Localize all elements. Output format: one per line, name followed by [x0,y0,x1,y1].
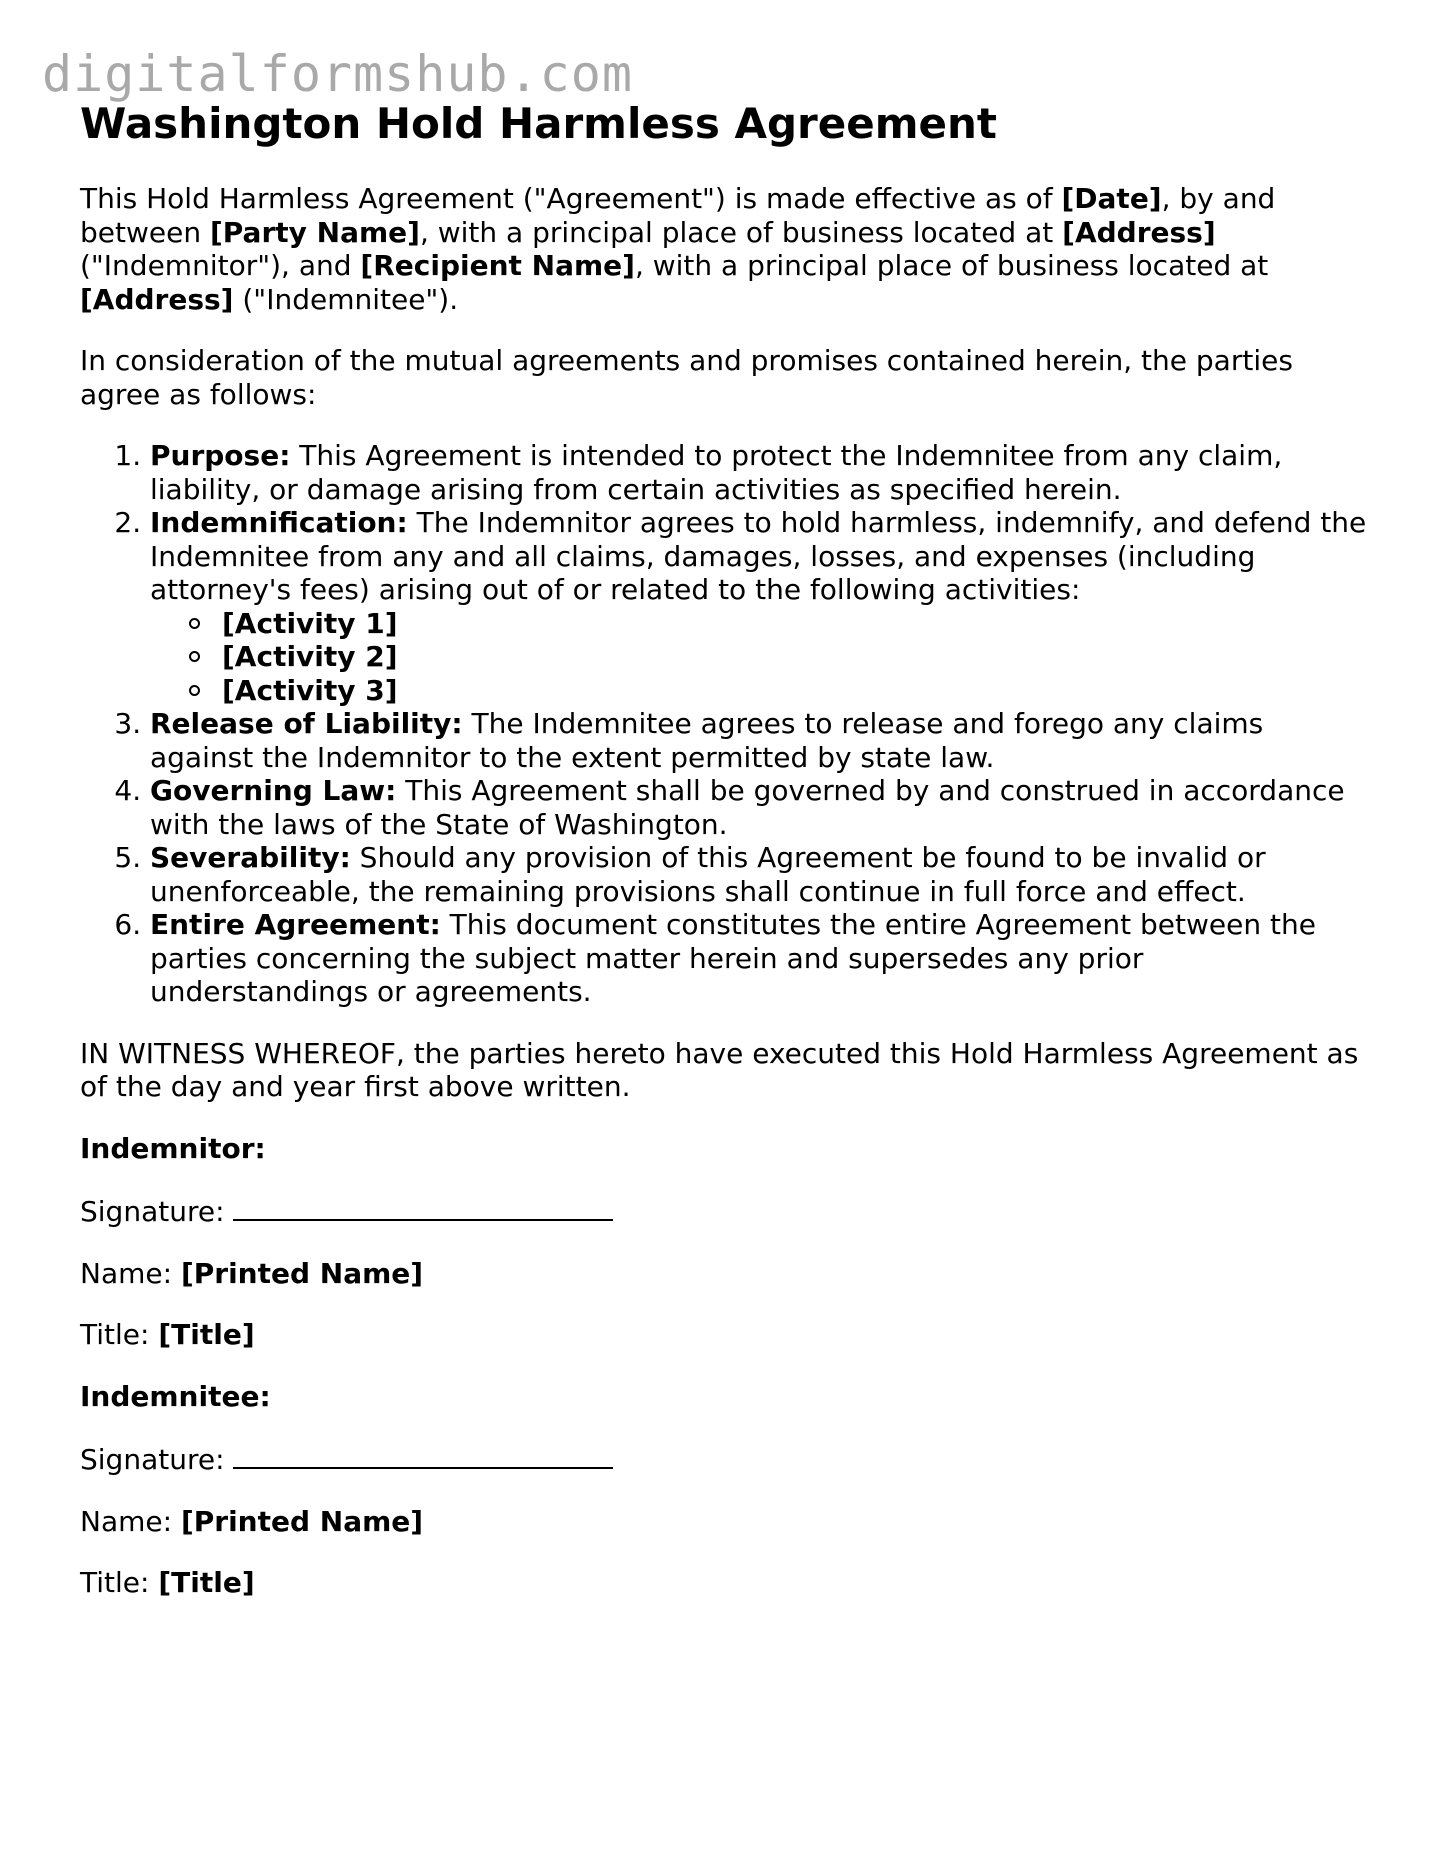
term-text: This Agreement shall be governed by and construed in accordance with the laws of the State of Washington. [150,774,1345,841]
term-item [150,841,1370,908]
term-label: Indemnification: [150,506,408,539]
name-label: Name: [80,1256,173,1290]
activity-placeholder: [Activity 2] [222,640,398,673]
activity-item [222,607,1370,641]
address-placeholder: [Address] [80,282,234,316]
activity-placeholder: [Activity 3] [222,673,398,707]
title-label: Title: [80,1566,150,1599]
activity-item [222,674,1370,708]
activities-list [150,607,1370,708]
activity-placeholder: [Activity 1] [222,606,398,640]
intro-text: , with a principal place of business located at [634,249,1269,282]
title-placeholder: [Title] [158,1566,255,1599]
witness-paragraph: IN WITNESS WHEREOF, the parties hereto have executed this Hold Harmless Agreement as of the day and year first above written. [80,1036,1359,1103]
intro-text: , with a principal place of business located at [419,215,1063,249]
activity-item [222,640,1370,674]
terms-list [80,439,1370,1009]
circle-bullet-icon [189,685,200,696]
term-label: Governing Law: [150,774,397,807]
date-placeholder: [Date] [1061,182,1162,215]
term-text: Should any provision of this Agreement be found to be invalid or unenforceable, the remaining provisions shall continue in full force and effect. [150,841,1266,908]
document-title: Washington Hold Harmless Agreement [80,99,997,148]
watermark: digitalformshub.com [42,45,633,103]
recipient-name-placeholder: [Recipient Name] [360,249,635,282]
term-text: This Agreement is intended to protect the Indemnitee from any claim, liability, or damage arising from certain activities as specified herein. [150,439,1283,506]
intro-text: , by and between [80,182,1276,249]
address-placeholder: [Address] [1062,215,1216,249]
indemnitee-signature-block [80,1380,1370,1600]
indemnitor-signature-line[interactable] [233,1193,613,1221]
term-label: Entire Agreement: [150,908,441,941]
title-label: Title: [80,1318,150,1351]
indemnitee-signature-line[interactable] [233,1441,613,1469]
term-item [150,774,1370,841]
term-text: This document constitutes the entire Agreement between the parties concerning the subject matter herein and supersedes any prior understandings or agreements. [150,908,1316,1008]
signature-label: Signature: [80,1195,225,1228]
term-item [150,908,1370,1009]
printed-name-placeholder: [Printed Name] [180,1504,424,1538]
title-placeholder: [Title] [158,1318,255,1351]
document [80,96,1370,1628]
indemnitor-heading: Indemnitor: [80,1131,266,1165]
printed-name-placeholder: [Printed Name] [180,1256,424,1290]
name-label: Name: [80,1504,173,1538]
intro-paragraph [80,182,1370,316]
term-text: The Indemnitee agrees to release and forego any claims against the Indemnitor to the extent permitted by state law. [150,707,1264,774]
term-item [150,439,1370,506]
term-text: The Indemnitor agrees to hold harmless, indemnify, and defend the Indemnitee from any and all claims, damages, losses, and expenses (including attorney's fees) arising out of or related to the following activities: [150,506,1367,606]
circle-bullet-icon [189,651,200,662]
indemnitee-heading: Indemnitee: [80,1379,271,1413]
intro-text: ("Indemnitee"). [233,282,459,316]
indemnitor-signature-block [80,1132,1370,1352]
signature-label: Signature: [80,1443,225,1476]
term-label: Release of Liability: [150,707,463,740]
term-item [150,707,1370,774]
consideration-paragraph: In consideration of the mutual agreements and promises contained herein, the parties agree as follows: [80,344,1293,411]
circle-bullet-icon [189,618,200,629]
term-item [150,506,1370,707]
intro-text: ("Indemnitor"), and [80,249,361,282]
party-name-placeholder: [Party Name] [209,215,420,249]
intro-text: This Hold Harmless Agreement ("Agreement") is made effective as of [80,182,1062,215]
term-label: Purpose: [150,439,291,472]
term-label: Severability: [150,841,351,874]
